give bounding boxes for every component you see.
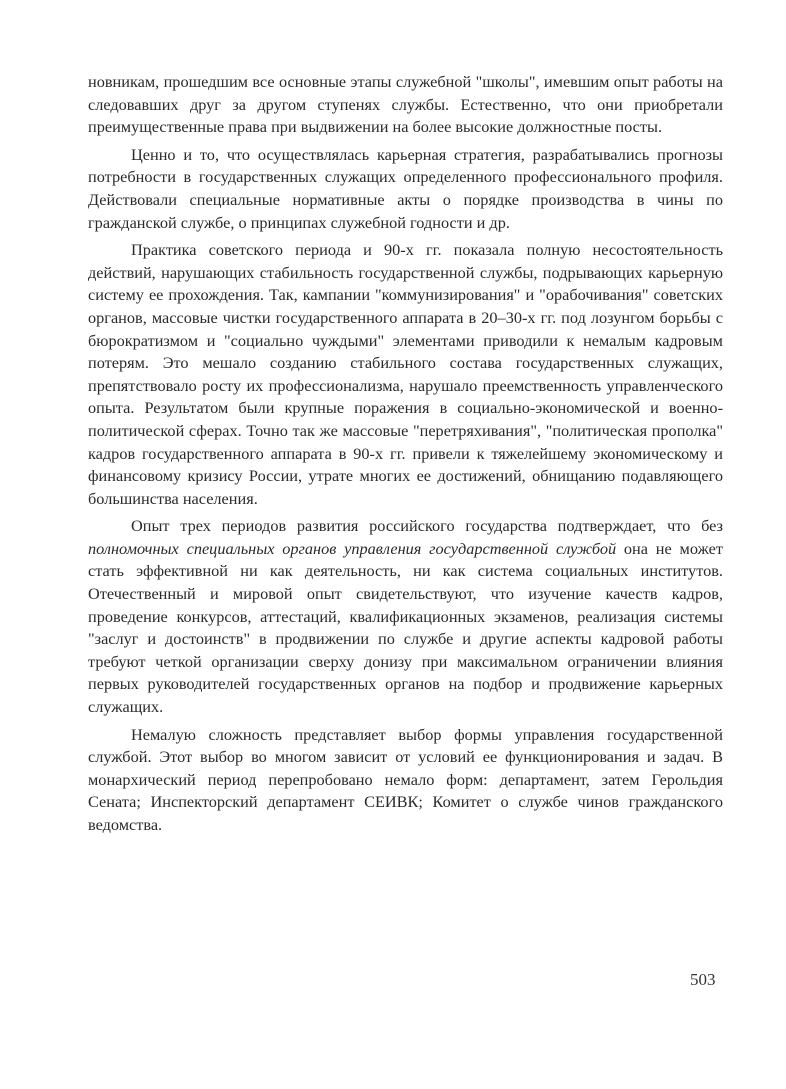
paragraph-4 [88, 515, 723, 718]
paragraph-1: новникам, прошедшим все основные этапы служебной "школы", имевшим опыт работы на следовавших друг за другом ступенях службы. Естественно, что они приобретали преимущественные права при выдвижении на более высокие должностные посты. [88, 72, 723, 137]
document-page [88, 71, 723, 837]
paragraph-4-before: Опыт трех периодов развития российского государства подтверждает, что без [131, 516, 723, 536]
paragraph-2: Ценно и то, что осуществлялась карьерная стратегия, разрабатывались прогнозы потребности в государственных служащих определенного профессионального профиля. Действовали специальные нормативные акты о порядке производства в чины по гражданской службе, о принципах служебной годности и др. [88, 144, 723, 232]
paragraph-4-italic-phrase: полномочных специальных органов управления государственной службой [88, 538, 617, 558]
page-number: 503 [690, 970, 716, 989]
paragraph-3: Практика советского периода и 90-х гг. показала полную несостоятельность действий, нарушающих стабильность государственной службы, подрывающих карьерную систему ее прохождения. Так, кампании "коммунизирования" и "орабочивания" советских органов, массовые чистки государственного аппарата в 20–30-х гг. под лозунгом борьбы с бюрократизмом и "социально чуждыми" элементами приводили к немалым кадровым потерям. Это мешало созданию стабильного состава государственных служащих, препятствовало росту их профессионализма, нарушало преемственность управленческого опыта. Результатом были крупные поражения в социально-экономической и военно-политической сферах. Точно так же массовые "перетряхивания", "политическая прополка" кадров государственного аппарата в 90-х гг. привели к тяжелейшему экономическому и финансовому кризису России, утрате многих ее достижений, обнищанию подавляющего большинства населения. [88, 240, 723, 508]
paragraph-5: Немалую сложность представляет выбор формы управления государственной службой. Этот выбор во многом зависит от условий ее функционирования и задач. В монархический период перепробовано немало форм: департамент, затем Герольдия Сената; Инспекторский департамент СЕИВК; Комитет о службе чинов гражданского ведомства. [88, 724, 723, 834]
paragraph-4-after: она не может стать эффективной ни как деятельность, ни как система социальных институтов. Отечественный и мировой опыт свидетельствуют, что изучение качеств кадров, проведение конкурсов, аттестаций, квалификационных экзаменов, реализация системы "заслуг и достоинств" в продвижении по службе и другие аспекты кадровой работы требуют четкой организации сверху донизу при максимальном ограничении влияния первых руководителей государственных органов на подбор и продвижение карьерных служащих. [88, 538, 723, 717]
